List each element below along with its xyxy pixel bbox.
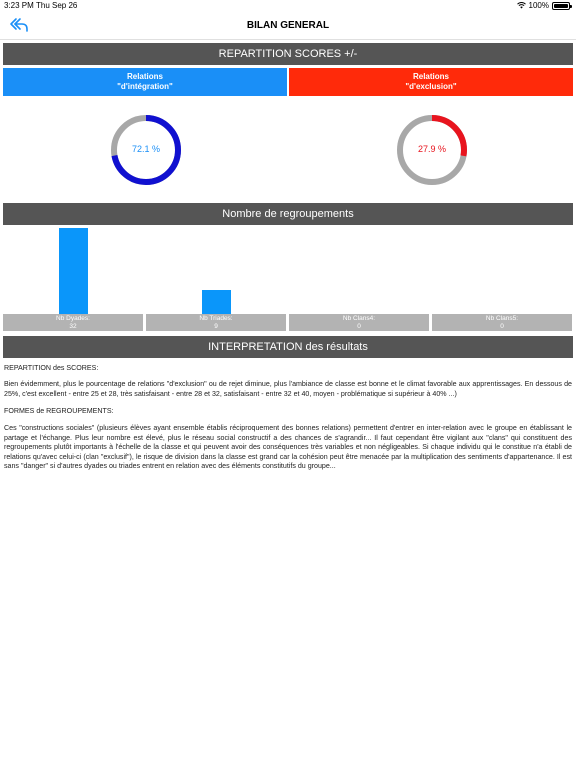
navigation-bar [0,12,576,40]
integration-relations-box [3,68,287,96]
bar-dyades [59,228,88,314]
battery-percent: 100% [528,1,549,10]
status-time: 3:23 PM [4,1,34,10]
exclusion-label-1: Relations [412,72,449,81]
label-triades [146,314,286,331]
status-right [517,1,570,10]
label-dyades [3,314,143,331]
label-clans5-name: Nb Clans5: [485,315,519,322]
scores-title: REPARTITION des SCORES: [4,364,99,372]
bar-col-triades [146,226,286,314]
battery-icon [552,2,570,10]
bar-triades [202,290,231,314]
integration-donut [110,114,182,186]
exclusion-donut [396,114,468,186]
scores-body: Bien évidemment, plus le pourcentage de relations "d'exclusion" ou de rejet diminue, plus l'ambiance de classe est bonne et le climat favorable aux apprentissages. En dessous de 25%, c'est excellent - entre 25 et 28, très satisfaisant - entre 28 et 32, satisfaisant - entre 32 et 40, moyen - problématique si supérieur à 40% ...) [4,380,572,398]
bar-col-clans4 [289,226,429,314]
wifi-icon [517,2,526,9]
regroupements-body: Ces "constructions sociales" (plusieurs élèves ayant ensemble établis réciproquement des bonnes relations) permettent d'entrer en inter-relation avec le groupe en établissant le partage et l'échange. Plus leur nombre est élevé, plus le réseau social constructif a des chances de s'agrandir... Il faut cependant être vigilant aux "clans" qui constituent des regroupements plutôt importants à l'échelle de la classe et qui peuvent avoir des conséquences très variables et non négligeables. Si chaque individu qui le constitue n'a établi de relations qu'avec celui-ci (clan "exclusif"), le risque de division dans la classe est grand car la cohésion peut être menacée par la multiplication des sentiments d'appartenance. Il est sans "danger" si d'autres dyades ou triades entrent en relation avec des éléments constitutifs du groupe... [4,424,572,471]
label-dyades-name: Nb Dyades: [56,315,90,322]
label-dyades-value: 32 [69,322,77,330]
page-title: BILAN GENERAL [246,20,330,31]
label-triades-value: 9 [214,322,218,330]
interpretation-header: INTERPRETATION des résultats [3,336,573,358]
label-clans4-value: 0 [357,322,361,330]
regroupements-header: Nombre de regroupements [3,203,573,225]
regroupements-chart [3,226,573,314]
exclusion-relations-box [289,68,573,96]
label-clans4 [289,314,429,331]
bar-col-dyades [3,226,143,314]
integration-label-1: Relations [126,72,163,81]
label-clans5-value: 0 [500,322,504,330]
bar-col-clans5 [432,226,572,314]
label-clans4-name: Nb Clans4: [342,315,376,322]
exclusion-label-2: "d'exclusion" [405,82,457,91]
integration-percent: 72.1 % [131,144,161,154]
integration-label-2: "d'intégration" [117,82,173,91]
label-triades-name: Nb Triades: [199,315,233,322]
status-bar [0,0,576,12]
repartition-header: REPARTITION SCORES +/- [3,43,573,65]
status-date: Thu Sep 26 [36,1,78,10]
regroupements-title: FORMES de REGROUPEMENTS: [4,407,114,415]
label-clans5 [432,314,572,331]
exclusion-percent: 27.9 % [417,144,447,154]
